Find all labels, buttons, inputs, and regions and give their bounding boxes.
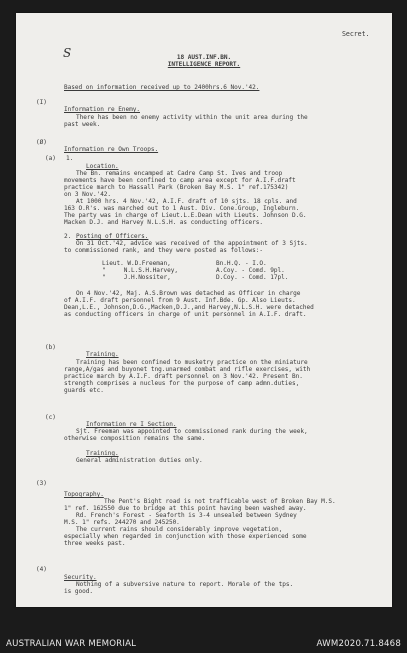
item-2-line: Dean,L.E., Johnson,D.G.,Macken,D.J.,and Harvey,N.L.S.H. were detached: [64, 304, 314, 311]
sub-b-marker: (b): [45, 344, 56, 351]
section-4-marker: (4): [36, 566, 47, 573]
officer-name: Lieut. W.D.Freeman,: [102, 260, 171, 267]
section-1-line: past week.: [64, 121, 101, 128]
item-1-line: practice march to Hassall Park (Broken Bay M.S. 1" ref.175342): [64, 184, 289, 191]
footer-bar: [0, 632, 407, 653]
item-1-line: 163 O.R's. was marched out to 1 Aust. Div. Cone.Group, Ingleburn.: [64, 205, 300, 212]
sub-c-line: Sjt. Freeman was appointed to commissioned rank during the week,: [76, 428, 308, 435]
document-page: [16, 13, 392, 607]
item-1-number: 1.: [66, 155, 74, 162]
section-1-marker: (I): [36, 99, 47, 106]
sub-c-training-line: General administration duties only.: [76, 457, 203, 464]
section-1-line: There has been no enemy activity within the unit area during the: [76, 114, 308, 121]
section-1-heading: Information re Enemy.: [64, 106, 140, 113]
item-1-line: on 3 Nov.'42.: [64, 191, 112, 198]
item-2-heading: Posting of Officers.: [76, 233, 149, 240]
item-2-line: On 31 Oct.'42, advice was received of the appointment of 3 Sjts.: [76, 240, 308, 247]
section-3-line: especially when regarded in conjunction with those experienced some: [64, 533, 307, 540]
sub-b-heading: Training.: [86, 351, 119, 358]
officer-posting: Bn.H.Q. - I.O.: [216, 260, 267, 267]
section-4-heading: Security.: [64, 574, 97, 581]
officer-posting: D.Coy. - Comd. 17pl.: [216, 274, 289, 281]
unit-name: 18 AUST.INF.BN.: [176, 54, 232, 61]
section-4-line: Nothing of a subversive nature to report. Morale of the tps.: [76, 581, 294, 588]
classification-marking: Secret.: [342, 30, 370, 38]
item-2-line: to commissioned rank, and they were posted as follows:-: [64, 247, 264, 254]
section-3-heading: Topography.: [64, 491, 104, 498]
section-3-line: three weeks past.: [64, 540, 126, 547]
officer-name: " J.H.Nossiter,: [102, 274, 171, 281]
sub-b-line: Training has been confined to musketry practice on the miniature: [76, 359, 308, 366]
section-2-heading: Information re Own Troops.: [64, 146, 159, 153]
sub-c-line: otherwise composition remains the same.: [64, 435, 206, 442]
officer-name: " N.L.S.H.Harvey,: [102, 267, 178, 274]
sub-c-marker: (c): [45, 414, 56, 421]
item-1-line: Macken D.J. and Harvey N.L.S.H. as conducting officers.: [64, 219, 264, 226]
item-1-heading: Location.: [86, 163, 119, 170]
section-3-line: M.S. 1" refs. 244270 and 245250.: [64, 519, 180, 526]
section-3-marker: (3): [36, 480, 47, 487]
sub-c-training-heading: Training.: [86, 450, 119, 457]
section-3-line: 1" ref. 162550 due to bridge at this point having been washed away.: [64, 505, 307, 512]
sub-b-line: range,A/gas and buyonet tng.unarmed combat and rifle exercises, with: [64, 366, 311, 373]
section-3-line: The current rains should considerably improve vegetation,: [76, 526, 283, 533]
footer-source: AUSTRALIAN WAR MEMORIAL: [6, 639, 137, 649]
handwritten-mark: S: [63, 46, 72, 60]
section-2-marker: (Ø): [36, 139, 47, 146]
section-3-line: The Pent's Bight road is not trafficable west of Broken Bay M.S.: [104, 498, 336, 505]
report-title: INTELLIGENCE REPORT.: [167, 61, 241, 68]
sub-b-line: strength comprises a nucleus for the purpose of camp admn.duties,: [64, 380, 300, 387]
item-2-line: of A.I.F. draft personnel from 9 Aust. Inf.Bde. Gp. Also Lieuts.: [64, 297, 296, 304]
section-3-line: Rd. French's Forest - Seaforth is 3-4 unsealed between Sydney: [76, 512, 297, 519]
item-1-line: The party was in charge of Lieut.L.E.Dean with Lieuts. Johnson D.G.: [64, 212, 307, 219]
officer-posting: A.Coy. - Comd. 9pl.: [216, 267, 285, 274]
section-4-line: is good.: [64, 588, 93, 595]
report-basis: Based on information received up to 2400hrs.6 Nov.'42.: [64, 84, 260, 91]
item-1-line: At 1000 hrs. 4 Nov.'42, A.I.F. draft of 10 sjts. 18 cpls. and: [76, 198, 297, 205]
sub-b-line: guards etc.: [64, 387, 104, 394]
item-2-number: 2.: [64, 233, 72, 240]
item-1-line: movements have been confined to camp area except for A.I.F.draft: [64, 177, 296, 184]
sub-c-heading: Information re I Section.: [86, 421, 177, 428]
footer-catalogue-id: AWM2020.71.8468: [316, 639, 401, 649]
item-1-line: The Bn. remains encamped at Cadre Camp St. Ives and troop: [76, 170, 283, 177]
item-2-line: as conducting officers in charge of unit personnel in A.I.F. draft.: [64, 311, 307, 318]
item-2-line: On 4 Nov.'42, Maj. A.S.Brown was detached as Officer in charge: [76, 290, 301, 297]
sub-a-marker: (a): [45, 155, 56, 162]
sub-b-line: practice march by A.I.F. draft personnel on 3 Nov.'42. Present Bn.: [64, 373, 303, 380]
